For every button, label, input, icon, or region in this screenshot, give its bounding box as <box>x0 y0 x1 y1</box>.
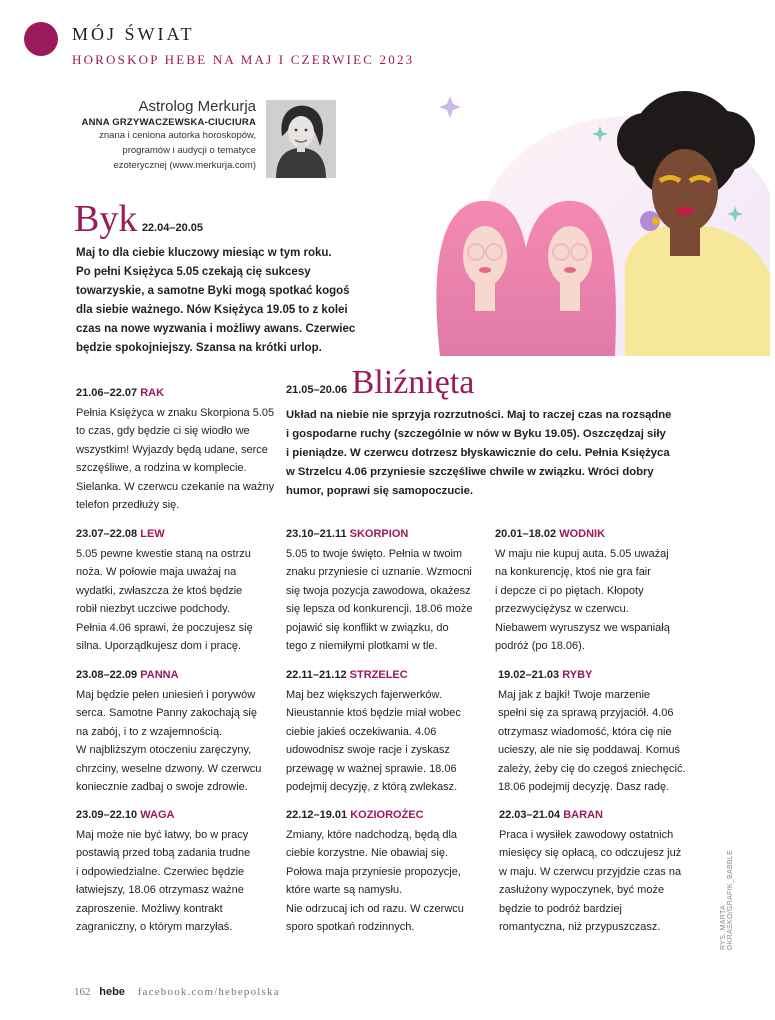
astrologer-photo <box>266 100 336 178</box>
text-line: romantyczna, niż przypuszczasz. <box>499 921 661 933</box>
featured-text-byk <box>76 244 376 358</box>
sign-dates: 19.02–21.03 <box>498 669 560 681</box>
astrologer-desc-line: znana i ceniona autorka horoskopów, <box>99 130 256 141</box>
text-line: zasłużony wypoczynek, być może <box>499 884 665 896</box>
text-line: Maj to dla ciebie kluczowy miesiąc w tym roku. <box>76 247 332 259</box>
text-line: ucieszy, ale nie się poddawaj. Komuś <box>498 744 681 756</box>
sign-dates: 22.11–21.12 <box>286 669 347 681</box>
text-line: Sielanka. W czerwcu czekanie na ważny <box>76 480 275 493</box>
text-line: robił niezbyt uczciwe podchody. <box>76 603 230 615</box>
text-line: w Strzelcu 4.06 przyniesie szczęśliwe chwile w związku. Wróci dobry <box>286 466 654 478</box>
sign-name: PANNA <box>140 669 179 681</box>
text-line: dla siebie ważnego. Nów Księżyca 19.05 to z kolei <box>76 304 348 316</box>
sign-title-bliznieta: Bliźnięta <box>351 364 475 401</box>
astrologer-desc-line: ezoterycznej (www.merkurja.com) <box>113 160 256 171</box>
text-line: Pełnia 4.06 sprawi, że poczujesz się <box>76 621 253 634</box>
sign-header <box>498 666 698 685</box>
sign-dates: 22.12–19.01 <box>286 809 348 821</box>
text-line: spełni się za sprawą przyjaciół. 4.06 <box>498 707 674 719</box>
section-title: MÓJ ŚWIAT <box>72 24 195 44</box>
text-line: wydatki, zwłaszcza że ktoś będzie <box>76 584 243 597</box>
text-line: Maj bez większych fajerwerków. <box>286 688 442 701</box>
text-line: Nieustannie ktoś będzie miał wobec <box>286 707 461 719</box>
sign-block-ryby <box>498 666 698 797</box>
text-line: zależy, żeby cię do czegoś zniechęcić. <box>498 762 686 775</box>
sign-header <box>76 525 276 544</box>
astrologer-desc-line: programów i audycji o tematyce <box>122 145 256 156</box>
text-line: Nie odrzucaj ich od razu. W czerwcu <box>286 902 464 915</box>
text-line: się twoja pozycja zawodowa, okażesz <box>286 584 471 597</box>
sign-dates: 23.08–22.09 <box>76 669 138 681</box>
sign-dates-byk: 22.04–20.05 <box>141 222 203 234</box>
sign-dates: 23.09–22.10 <box>76 809 138 821</box>
sign-header <box>76 384 276 403</box>
text-line: Połowa maja przyniesie propozycje, <box>286 865 461 878</box>
text-line: które warte są namysłu. <box>286 884 403 896</box>
brand-logo: hebe <box>99 986 125 998</box>
text-line: Zmiany, które nadchodzą, będą dla <box>286 828 458 841</box>
text-line: noża. W połowie maja uważaj na <box>76 566 237 578</box>
astrologer-title: Astrolog Merkurja <box>138 98 256 115</box>
sign-name: BARAN <box>563 809 603 821</box>
sign-dates: 23.10–21.11 <box>286 528 347 540</box>
sign-name: SKORPION <box>349 528 409 540</box>
sign-header <box>495 525 695 544</box>
sign-name: STRZELEC <box>349 669 408 681</box>
text-line: 18.06 podejmij decyzję. Dasz radę. <box>498 781 670 793</box>
illustration <box>430 86 770 356</box>
text-line: silna. Uporządkujesz dom i pracę. <box>76 640 242 652</box>
text-line: podejmij decyzję, z którą zwlekasz. <box>286 781 458 793</box>
text-line: serca. Samotne Panny zakochają się <box>76 707 257 719</box>
text-line: przezwyciężysz w czerwcu. <box>495 603 629 615</box>
text-line: się lepsza od konkurencji. 18.06 może <box>286 603 473 615</box>
text-line: Pełnia Księżyca w znaku Skorpiona 5.05 <box>76 406 275 419</box>
text-line: miesięcy się opłacą, co odczujesz już <box>499 847 682 859</box>
sign-name: RAK <box>140 387 165 399</box>
text-line: czas na nowe wyzwania i możliwy awans. Czerwiec <box>76 323 356 335</box>
text-line: będzie spokojniejszy. Szansa na krótki urlop. <box>76 342 322 354</box>
sign-dates-bliznieta: 21.05–20.06 <box>286 384 348 396</box>
sign-block-wodnik <box>495 525 695 656</box>
text-line: Maj może nie być łatwy, bo w pracy <box>76 828 249 841</box>
sign-block-lew <box>76 525 276 656</box>
text-line: przewagę w ważnej sprawie. 18.06 <box>286 762 457 775</box>
astrologer-desc <box>36 128 256 173</box>
sign-name: LEW <box>140 528 165 540</box>
sign-header <box>76 806 276 825</box>
illustration-credit: RYS. MARTA OKRASKO/GRAFIK_BABBLE <box>720 849 734 950</box>
text-line: Maj jak z bajki! Twoje marzenie <box>498 688 651 701</box>
text-line: zagraniczny, o którym marzyłaś. <box>76 921 233 933</box>
text-line: 5.05 to twoje święto. Pełnia w twoim <box>286 547 463 560</box>
text-line: sporo spotkań rodzinnych. <box>286 921 415 933</box>
text-line: będzie to podróż bardziej <box>499 902 622 915</box>
text-line: w maju. W czerwcu przyjdzie czas na <box>499 865 682 878</box>
facebook-link[interactable]: facebook.com/hebepolska <box>137 986 280 998</box>
text-line: Maj będzie pełen uniesień i porywów <box>76 688 256 701</box>
featured-text-bliznieta <box>286 406 706 501</box>
text-line: udowodnisz swoje racje i zyskasz <box>286 744 450 756</box>
text-line: pojawić się konflikt w związku, do <box>286 621 449 634</box>
text-line: 5.05 pewne kwestie staną na ostrzu <box>76 547 251 560</box>
sign-name: RYBY <box>562 669 593 681</box>
text-line: humor, poprawi się samopoczucie. <box>286 485 474 497</box>
text-line: znaku przyniesie ci uznanie. Wzmocni <box>286 566 472 578</box>
text-line: otrzymasz wiadomość, która cię nie <box>498 725 672 738</box>
text-line: na konkurencję, ktoś nie gra fair <box>495 566 651 578</box>
sign-dates: 22.03–21.04 <box>499 809 561 821</box>
text-line: koniecznie zadbaj o swoje zdrowie. <box>76 781 248 793</box>
sign-name: KOZIOROŻEC <box>350 809 424 821</box>
text-line: ciebie korzystne. Nie obawiaj się. <box>286 847 449 859</box>
sign-block-waga <box>76 806 276 937</box>
text-line: łatwiejszy, 18.06 otrzymasz ważne <box>76 884 244 896</box>
sign-dates: 21.06–22.07 <box>76 387 138 399</box>
text-line: chrzciny, weselne dzwony. W czerwcu <box>76 762 262 775</box>
sign-header <box>286 666 486 685</box>
text-line: W maju nie kupuj auta. 5.05 uważaj <box>495 547 669 560</box>
sign-header <box>76 666 276 685</box>
text-line: Niebawem wyruszysz we wspaniałą <box>495 621 670 634</box>
text-line: i gospodarne ruchy (szczególnie w nów w Byku 19.05). Oszczędzaj siły <box>286 428 666 440</box>
text-line: i pieniądze. W czerwcu dotrzesz błyskawicznie do celu. Pełnia Księżyca <box>286 447 670 459</box>
section-dot <box>24 22 58 56</box>
page-footer <box>74 986 280 998</box>
text-line: szczęśliwe, a rodzina w komplecie. <box>76 462 247 474</box>
sign-header <box>286 525 486 544</box>
text-line: telefon przedłuży się. <box>76 499 180 511</box>
text-line: ciebie jakieś oczekiwania. 4.06 <box>286 725 437 738</box>
page-number: 162 <box>74 986 91 998</box>
sign-block-skorpion <box>286 525 486 656</box>
sign-name: WAGA <box>140 809 175 821</box>
sign-header <box>286 806 486 825</box>
sign-name: WODNIK <box>559 528 606 540</box>
sign-block-strzelec <box>286 666 486 797</box>
text-line: Po pełni Księżyca 5.05 czekają cię sukcesy <box>76 266 311 278</box>
text-line: towarzyskie, a samotne Byki mogą spotkać kogoś <box>76 285 350 297</box>
text-line: W najbliższym otoczeniu zaręczyny, <box>76 744 252 756</box>
sign-dates: 20.01–18.02 <box>495 528 557 540</box>
text-line: tego z niemiłymi plotkami w tle. <box>286 640 438 652</box>
sign-block-rak <box>76 384 276 515</box>
text-line: na zabój, i to z wzajemnością. <box>76 725 223 738</box>
text-line: i odpowiedzialne. Czerwiec będzie <box>76 865 245 878</box>
sign-title-byk: Byk <box>74 198 138 240</box>
sign-block-baran <box>499 806 699 937</box>
text-line: Układ na niebie nie sprzyja rozrzutności. Maj to raczej czas na rozsądne <box>286 409 672 421</box>
text-line: wszystkim! Wyjazdy będą udane, serce <box>76 443 268 456</box>
text-line: i depcze ci po piętach. Kłopoty <box>495 584 644 597</box>
page-subtitle: HOROSKOP HEBE NA MAJ I CZERWIEC 2023 <box>72 52 415 67</box>
text-line: Praca i wysiłek zawodowy ostatnich <box>499 828 674 841</box>
text-line: podróż (po 18.06). <box>495 640 585 652</box>
sign-block-koziorozec <box>286 806 486 937</box>
sign-header <box>499 806 699 825</box>
featured-heading-bliznieta <box>286 366 474 400</box>
astrologer-info <box>36 98 256 173</box>
text-line: to czas, gdy będzie ci się wiodło we <box>76 425 250 437</box>
featured-heading-byk <box>74 200 203 238</box>
text-line: zaproszenie. Możliwy kontrakt <box>76 902 223 915</box>
sign-dates: 23.07–22.08 <box>76 528 138 540</box>
sign-block-panna <box>76 666 276 797</box>
text-line: postawią przed tobą zadania trudne <box>76 847 251 859</box>
astrologer-name: ANNA GRZYWACZEWSKA-CIUCIURA <box>81 117 256 128</box>
